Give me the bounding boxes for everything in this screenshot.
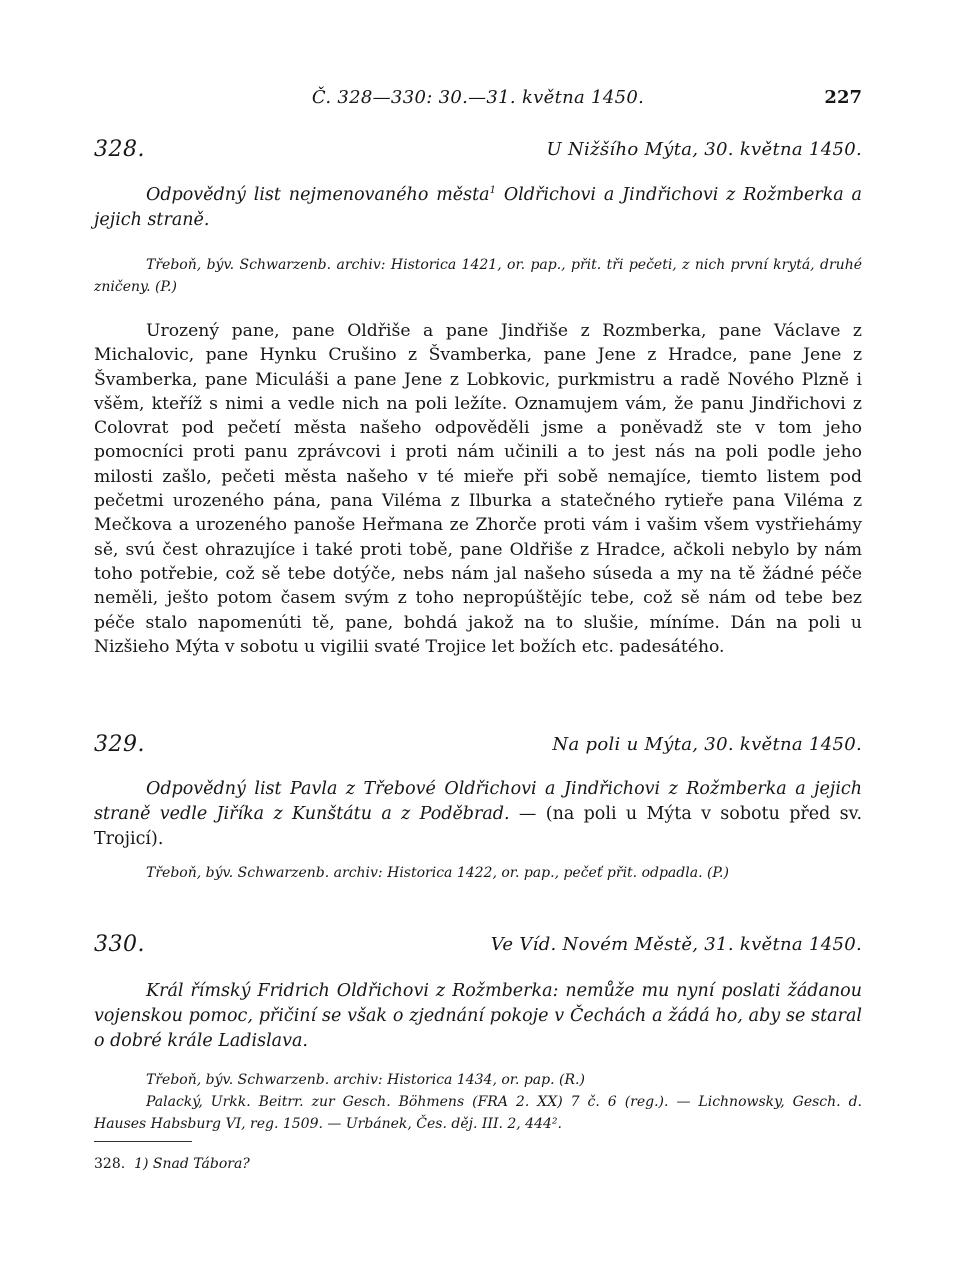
- document-330-heading: [94, 932, 862, 958]
- document-329-source: Třeboň, býv. Schwarzenb. archiv: Historica 1422, or. pap., pečeť přit. odpadla. (P.): [146, 865, 729, 881]
- running-header: [94, 87, 862, 111]
- document-number: 329.: [94, 732, 145, 757]
- summary-date-note: — (na poli u Mýta v sobotu před sv. Trojicí).: [94, 804, 863, 849]
- page-number: 227: [824, 87, 862, 108]
- document-place-date: Na poli u Mýta, 30. května 1450.: [552, 734, 862, 755]
- document-number: 328.: [94, 137, 145, 162]
- document-328-heading: [94, 137, 862, 163]
- document-number: 330.: [94, 932, 145, 957]
- document-place-date: Ve Víd. Novém Městě, 31. května 1450.: [490, 934, 862, 955]
- footnote-mark: 1: [489, 185, 496, 197]
- summary-text: Odpovědný list nejmenovaného města: [146, 185, 490, 205]
- document-place-date: U Nižšího Mýta, 30. května 1450.: [546, 139, 862, 160]
- document-330-source-literature: Palacký, Urkk. Beitrr. zur Gesch. Böhmens (FRA 2. XX) 7 č. 6 (reg.). — Lichnowsky, Gesch. d. Hauses Habsburg VI, reg. 1509. — Urbánek, Čes. děj. III. 2, 444².: [94, 1094, 862, 1132]
- document-330-source: Třeboň, býv. Schwarzenb. archiv: Historica 1434, or. pap. (R.): [146, 1072, 585, 1088]
- document-328-summary: [94, 183, 862, 233]
- summary-text: Odpovědný list Pavla z Třebové Oldřichovi a Jindřichovi z Rožmberka a jejich straně vedle Jiříka z Kunštátu a z Poděbrad.: [94, 779, 862, 824]
- document-329-heading: [94, 732, 862, 758]
- footnote-rule: [94, 1141, 192, 1142]
- footnote: [94, 1154, 250, 1174]
- document-330-summary: Král římský Fridrich Oldřichovi z Rožmberka: nemůže mu nyní poslati žádanou vojenskou pomoc, přičiní se však o zjednání pokoje v Čechách a žádá ho, aby se staral o dobré krále Ladislava.: [94, 981, 862, 1051]
- summary-text-continued: Oldřichovi a Jindřichovi z Rožmberka a jejich straně.: [94, 185, 862, 230]
- document-328-text: Urozený pane, pane Oldřiše a pane Jindřiše z Rozmberka, pane Václave z Michalovic, pane Hynku Crušino z Švamberka, pane Jene z Hradce, pane Jene z Švamberka, pane Miculáši a pane Jene z Lobkovic, purkmistru a radě Nového Plzně i všěm, kteříž s nimi a vedle nich na poli ležíte. Oznamujem vám, že panu Jindřichovi z Colovrat pod pečetí města našeho odpověděli jsme a poněvadž ste v tom jeho pomocníci proti panu zprávcovi i proti nám učinili a to jest nás na poli podle jeho milosti zašlo, pečeti města našeho v té mieře při sobě nemajíce, tiemto listem pod pečetmi urozeného pána, pana Viléma z Ilburka a statečného rytieře pana Viléma z Mečkova a urozeného panoše Heřmana ze Zhorče proti vám i vašim všem vystřiehámy sě, svú čest ohrazujíce i také proti tobě, pane Oldřiše z Hradce, ačkoli nebylo by nám toho potřebie, což sě tebe dotýče, nebs nám jal našeho súseda a my na tě žádné péče neměli, ješto potom časem svým z toho nepropúštějíc tebe, což sě nám od tebe bez péče stalo napomenúti tě, pane, bohdá jakož na to slušie, míníme. Dán na poli u Nizšieho Mýta v sobotu u vigilii svaté Trojice let božích etc. padesátého.: [94, 321, 862, 657]
- document-329-summary: [94, 777, 862, 852]
- running-title: Č. 328—330: 30.—31. května 1450.: [311, 87, 645, 108]
- footnote-text: 1) Snad Tábora?: [134, 1156, 250, 1172]
- document-328-source: Třeboň, býv. Schwarzenb. archiv: Historica 1421, or. pap., přit. tři pečeti, z nich první krytá, druhé zničeny. (P.): [94, 257, 862, 295]
- footnote-ref: 328.: [94, 1156, 126, 1172]
